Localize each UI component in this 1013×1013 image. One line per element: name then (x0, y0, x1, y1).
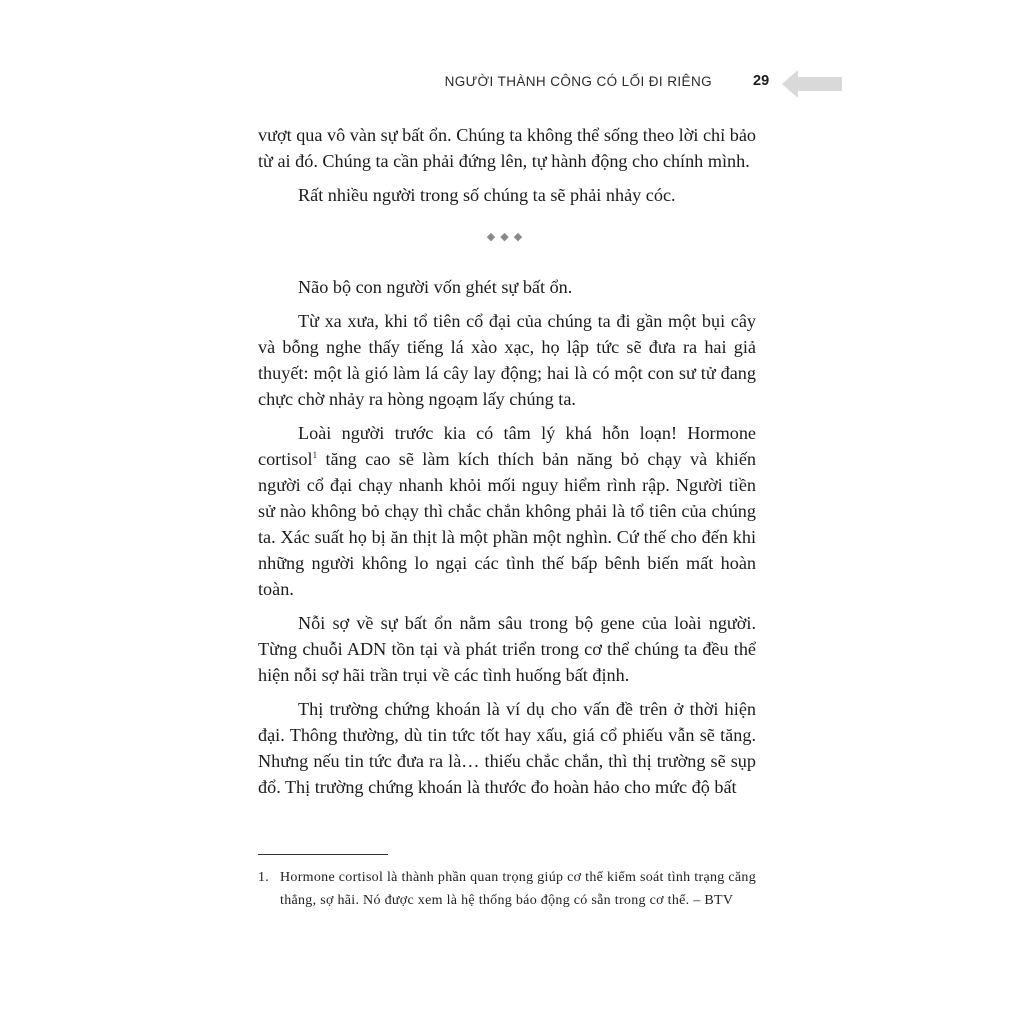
paragraph (258, 420, 756, 602)
running-header-title: NGƯỜI THÀNH CÔNG CÓ LỐI ĐI RIÊNG (444, 74, 712, 89)
footnote-text: Hormone cortisol là thành phần quan trọng giúp cơ thể kiểm soát tình trạng căng thẳng, sợ hãi. Nó được xem là hệ thống báo động có sẵn trong cơ thể. – BTV (280, 870, 756, 908)
footnote (258, 866, 756, 912)
footnote-number: 1. (258, 870, 270, 885)
paragraph: Rất nhiều người trong số chúng ta sẽ phải nhảy cóc. (298, 185, 676, 205)
paragraph: Nỗi sợ về sự bất ổn nằm sâu trong bộ gene của loài người. Từng chuỗi ADN tồn tại và phát triển trong cơ thể chúng ta đều thể hiện nỗi sợ hãi trần trụi về các tình huống bất định. (258, 613, 756, 685)
left-arrow-icon (782, 70, 842, 98)
body-text (258, 122, 756, 808)
paragraph: Não bộ con người vốn ghét sự bất ổn. (298, 277, 573, 297)
paragraph: vượt qua vô vàn sự bất ổn. Chúng ta không thể sống theo lời chỉ bảo từ ai đó. Chúng ta cần phải đứng lên, tự hành động cho chính mình. (258, 125, 756, 171)
page-number: 29 (753, 73, 770, 89)
footnote-reference: 1 (312, 449, 318, 460)
paragraph-text: tăng cao sẽ làm kích thích bản năng bỏ chạy và khiến người cổ đại chạy nhanh khỏi mối nguy hiểm rình rập. Người tiền sử nào không bỏ chạy thì chắc chắn không phải là tổ tiên của chúng ta. Xác suất họ bị ăn thịt là một phần một nghìn. Cứ thế cho đến khi những người không lo ngại các tình thế bấp bênh biến mất hoàn toàn. (258, 449, 756, 599)
paragraph-text: Loài người trước kia có tâm lý khá hỗn loạn! Hormone cortisol (258, 423, 756, 469)
paragraph: Thị trường chứng khoán là ví dụ cho vấn đề trên ở thời hiện đại. Thông thường, dù tin tức tốt hay xấu, giá cổ phiếu vẫn sẽ tăng. Nhưng nếu tin tức đưa ra là… thiếu chắc chắn, thì thị trường sẽ sụp đổ. Thị trường chứng khoán là thước đo hoàn hảo cho mức độ bất (258, 699, 756, 797)
footnote-divider (258, 854, 388, 855)
paragraph: Từ xa xưa, khi tổ tiên cổ đại của chúng ta đi gần một bụi cây và bỗng nghe thấy tiếng lá xào xạc, họ lập tức sẽ đưa ra hai giả thuyết: một là gió làm lá cây lay động; hai là có một con sư tử đang chực chờ nhảy ra hòng ngoạm lấy chúng ta. (258, 311, 756, 409)
section-break-ornament: ◆◆◆ (486, 230, 528, 243)
running-header (440, 70, 842, 98)
